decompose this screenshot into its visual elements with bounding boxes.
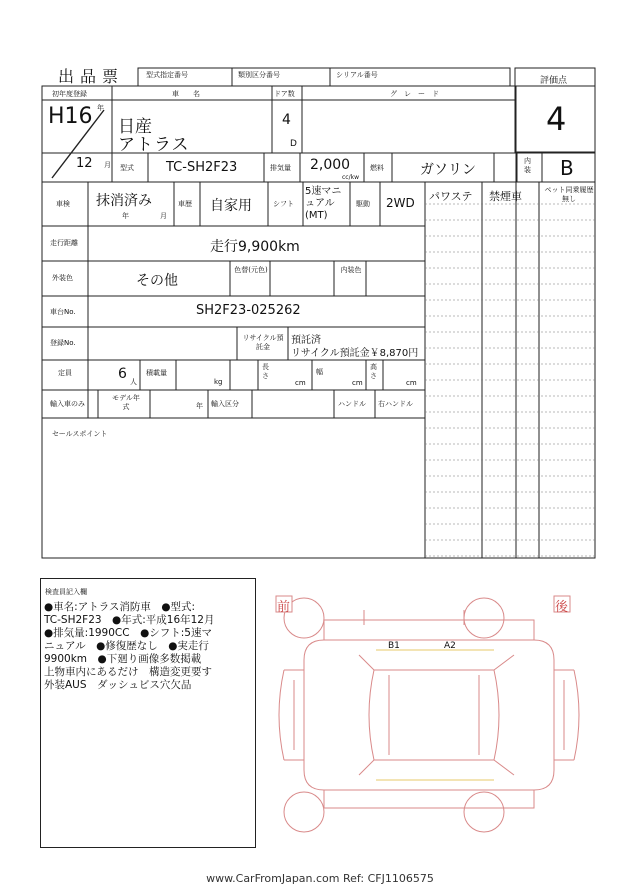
interior-label: 内装 bbox=[524, 157, 531, 174]
grade-label: グ レ ー ド bbox=[390, 90, 439, 98]
usage-label: 車歴 bbox=[178, 200, 192, 208]
model-code: TC-SH2F23 bbox=[166, 160, 238, 175]
inspection-year-unit: 年 bbox=[122, 212, 129, 220]
capacity-unit: 人 bbox=[130, 378, 137, 386]
recycle-label: リサイクル預託金 bbox=[242, 334, 284, 351]
capacity-label: 定員 bbox=[58, 369, 72, 377]
chassis-value: SH2F23-025262 bbox=[196, 303, 301, 318]
load-label: 積載量 bbox=[146, 369, 167, 377]
model-year-label: モデル年式 bbox=[112, 394, 140, 411]
inspector-note-line: 外装AUS ダッシュビス穴欠品 bbox=[44, 679, 192, 691]
car-model: アトラス bbox=[118, 135, 190, 155]
import-cat-label: 輸入区分 bbox=[211, 400, 239, 408]
drive-label: 駆動 bbox=[356, 200, 370, 208]
handle-value: 右ハンドル bbox=[378, 400, 413, 408]
displacement-unit: cc/kw bbox=[342, 174, 360, 181]
length-label: 長さ bbox=[262, 363, 269, 380]
door-count: 4 bbox=[282, 112, 291, 128]
era-year: H16 bbox=[48, 104, 93, 129]
chassis-label: 車台No. bbox=[50, 308, 76, 316]
inspector-note-line: 上物車内にあるだけ 構造変更要す bbox=[44, 666, 212, 678]
car-maker: 日産 bbox=[118, 117, 152, 137]
height-label: 高さ bbox=[370, 363, 377, 380]
load-unit: kg bbox=[214, 378, 223, 386]
reg-month: 12 bbox=[76, 156, 93, 171]
inspection-value: 抹消済み bbox=[96, 193, 152, 209]
mileage-value: 走行9,900km bbox=[210, 239, 300, 255]
width-label: 幅 bbox=[316, 368, 323, 376]
import-only-label: 輸入車のみ bbox=[50, 400, 85, 408]
import-year-unit: 年 bbox=[196, 402, 203, 410]
registration-label: 登録No. bbox=[50, 339, 76, 347]
inspector-label: 検査員記入欄 bbox=[45, 588, 87, 596]
displacement: 2,000 bbox=[310, 157, 351, 173]
width-unit: cm bbox=[352, 379, 363, 387]
model-code-label: 型式 bbox=[120, 164, 134, 172]
inspector-note-line: ニュアル ●修復歴なし ●実走行 bbox=[44, 640, 209, 652]
fuel-value: ガソリン bbox=[420, 162, 476, 178]
recycle-amount: リサイクル預託金￥8,870円 bbox=[291, 348, 419, 359]
recycle-status: 預託済 bbox=[291, 335, 321, 346]
door-unit: D bbox=[290, 139, 297, 149]
inspection-label: 車検 bbox=[56, 200, 70, 208]
shift-value: 5速マニュアル(MT) bbox=[305, 186, 342, 221]
footer-ref: www.CarFromJapan.com Ref: CFJ1106575 bbox=[206, 872, 434, 885]
sales-point-label: セールスポイント bbox=[52, 430, 108, 438]
inspector-note-line: TC-SH2F23 ●年式:平成16年12月 bbox=[44, 614, 215, 626]
inspection-month-unit: 月 bbox=[160, 212, 167, 220]
color-value: その他 bbox=[136, 273, 178, 289]
usage-value: 自家用 bbox=[210, 198, 252, 214]
pet-label: ペット同乗履歴無し bbox=[544, 186, 594, 203]
sheet-title: 出品票 bbox=[58, 67, 125, 86]
inspector-note-line: ●排気量:1990CC ●シフト:5速マ bbox=[44, 627, 212, 639]
power-steering-label: パワステ bbox=[429, 190, 473, 203]
damage-mark-a2: A2 bbox=[444, 641, 456, 651]
color-label: 外装色 bbox=[52, 274, 73, 282]
type-cert-label: 型式指定番号 bbox=[146, 71, 188, 79]
displacement-label: 排気量 bbox=[270, 164, 291, 172]
interior-value: B bbox=[560, 156, 574, 180]
score-value: 4 bbox=[546, 100, 567, 138]
mileage-label: 走行距離 bbox=[50, 239, 78, 247]
car-name-label: 車 名 bbox=[172, 90, 200, 98]
length-unit: cm bbox=[295, 379, 306, 387]
capacity-value: 6 bbox=[118, 366, 127, 382]
interior-color-label: 内装色 bbox=[340, 266, 362, 274]
front-label: 前 bbox=[277, 600, 291, 615]
category-label: 類別区分番号 bbox=[238, 71, 280, 79]
damage-diagram bbox=[264, 590, 594, 840]
fuel-label: 燃料 bbox=[370, 164, 384, 172]
shift-label: シフト bbox=[273, 200, 294, 208]
drive-value: 2WD bbox=[386, 196, 415, 210]
serial-label: シリアル番号 bbox=[336, 71, 378, 79]
year-unit: 年 bbox=[97, 104, 104, 112]
repaint-label: 色替(元色) bbox=[234, 266, 268, 274]
inspector-note-line: ●車名:アトラス消防車 ●型式: bbox=[44, 601, 196, 613]
non-smoking-label: 禁煙車 bbox=[489, 190, 522, 203]
inspector-notes bbox=[44, 601, 214, 692]
handle-label: ハンドル bbox=[338, 400, 366, 408]
first-reg-label: 初年度登録 bbox=[52, 90, 87, 98]
inspector-box bbox=[40, 578, 256, 848]
damage-mark-b1: B1 bbox=[388, 641, 400, 651]
inspector-note-line: 9900km ●下廻り画像多数掲載 bbox=[44, 653, 202, 665]
rear-label: 後 bbox=[555, 600, 569, 615]
height-unit: cm bbox=[406, 379, 417, 387]
month-unit: 月 bbox=[104, 161, 111, 169]
score-label: 評価点 bbox=[540, 76, 568, 86]
doors-label: ドア数 bbox=[274, 90, 295, 98]
